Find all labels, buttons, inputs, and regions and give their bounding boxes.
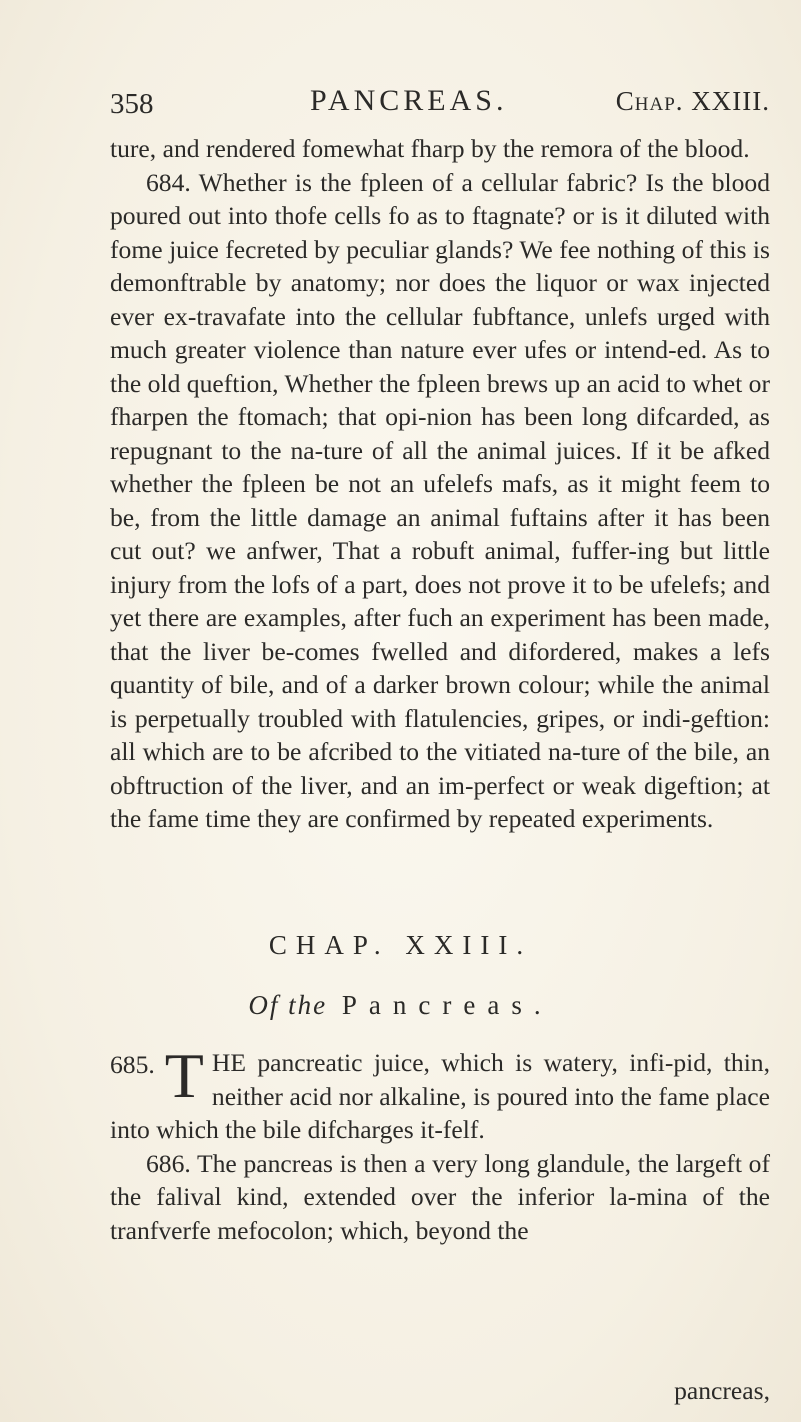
chapter-reference: Chap. XXIII. xyxy=(615,86,770,116)
paragraph-685-text: HE pancreatic juice, which is watery, infi-pid, thin, neither acid nor alkaline, is poured into the fame place into which the bile difcharges it-felf. xyxy=(110,1048,770,1144)
paragraph-685 xyxy=(110,1040,770,1147)
chapter-subtitle-name: Pancreas. xyxy=(341,990,553,1020)
drop-cap: T xyxy=(164,1040,204,1111)
chapter-subtitle xyxy=(0,990,801,1021)
page-number: 358 xyxy=(110,88,154,120)
paragraph-686: 686. The pancreas is then a very long glandule, the largeft of the falival kind, extended over the inferior la-mina of the tranfverfe mefocolon; which, beyond the xyxy=(110,1148,770,1245)
page-header xyxy=(110,80,770,130)
chapter-body xyxy=(110,1040,770,1247)
body-text xyxy=(110,132,770,836)
catchword: pancreas, xyxy=(674,1376,770,1405)
chapter-heading: CHAP. XXIII. xyxy=(268,930,533,960)
section-number-685: 685. xyxy=(110,1050,155,1079)
chapter-subtitle-of: Of the xyxy=(248,990,328,1020)
running-title: PANCREAS. xyxy=(310,84,508,117)
paragraph-684: 684. Whether is the fpleen of a cellular fabric? Is the blood poured out into thofe cells fo as to ftagnate? or is it diluted with fome juice fecreted by peculiar glands? We fee nothing of this is demonftrable by anatomy; nor does the liquor or wax injected ever ex-travafate into the cellular fubftance, unlefs urged with much greater violence than nature ever ufes or intend-ed. As to the old queftion, Whether the fpleen brews up an acid to whet or fharpen the ftomach; that opi-nion has been long difcarded, as repugnant to the na-ture of all the animal juices. If it be afked whether the fpleen be not an ufelefs mafs, as it might feem to be, from the little damage an animal fuftains after it has been cut out? we anfwer, That a robuft animal, fuffer-ing but little injury from the lofs of a part, does not prove it to be ufelefs; and yet there are examples, after fuch an experiment has been made, that the liver be-comes fwelled and difordered, makes a lefs quantity of bile, and of a darker brown colour; while the animal is perpetually troubled with flatulencies, gripes, or indi-geftion: all which are to be afcribed to the vitiated na-ture of the bile, an obftruction of the liver, and an im-perfect or weak digeftion; at the fame time they are confirmed by repeated experiments. xyxy=(110,167,770,833)
paragraph-continuation: ture, and rendered fomewhat fharp by the remora of the blood. xyxy=(110,134,750,163)
